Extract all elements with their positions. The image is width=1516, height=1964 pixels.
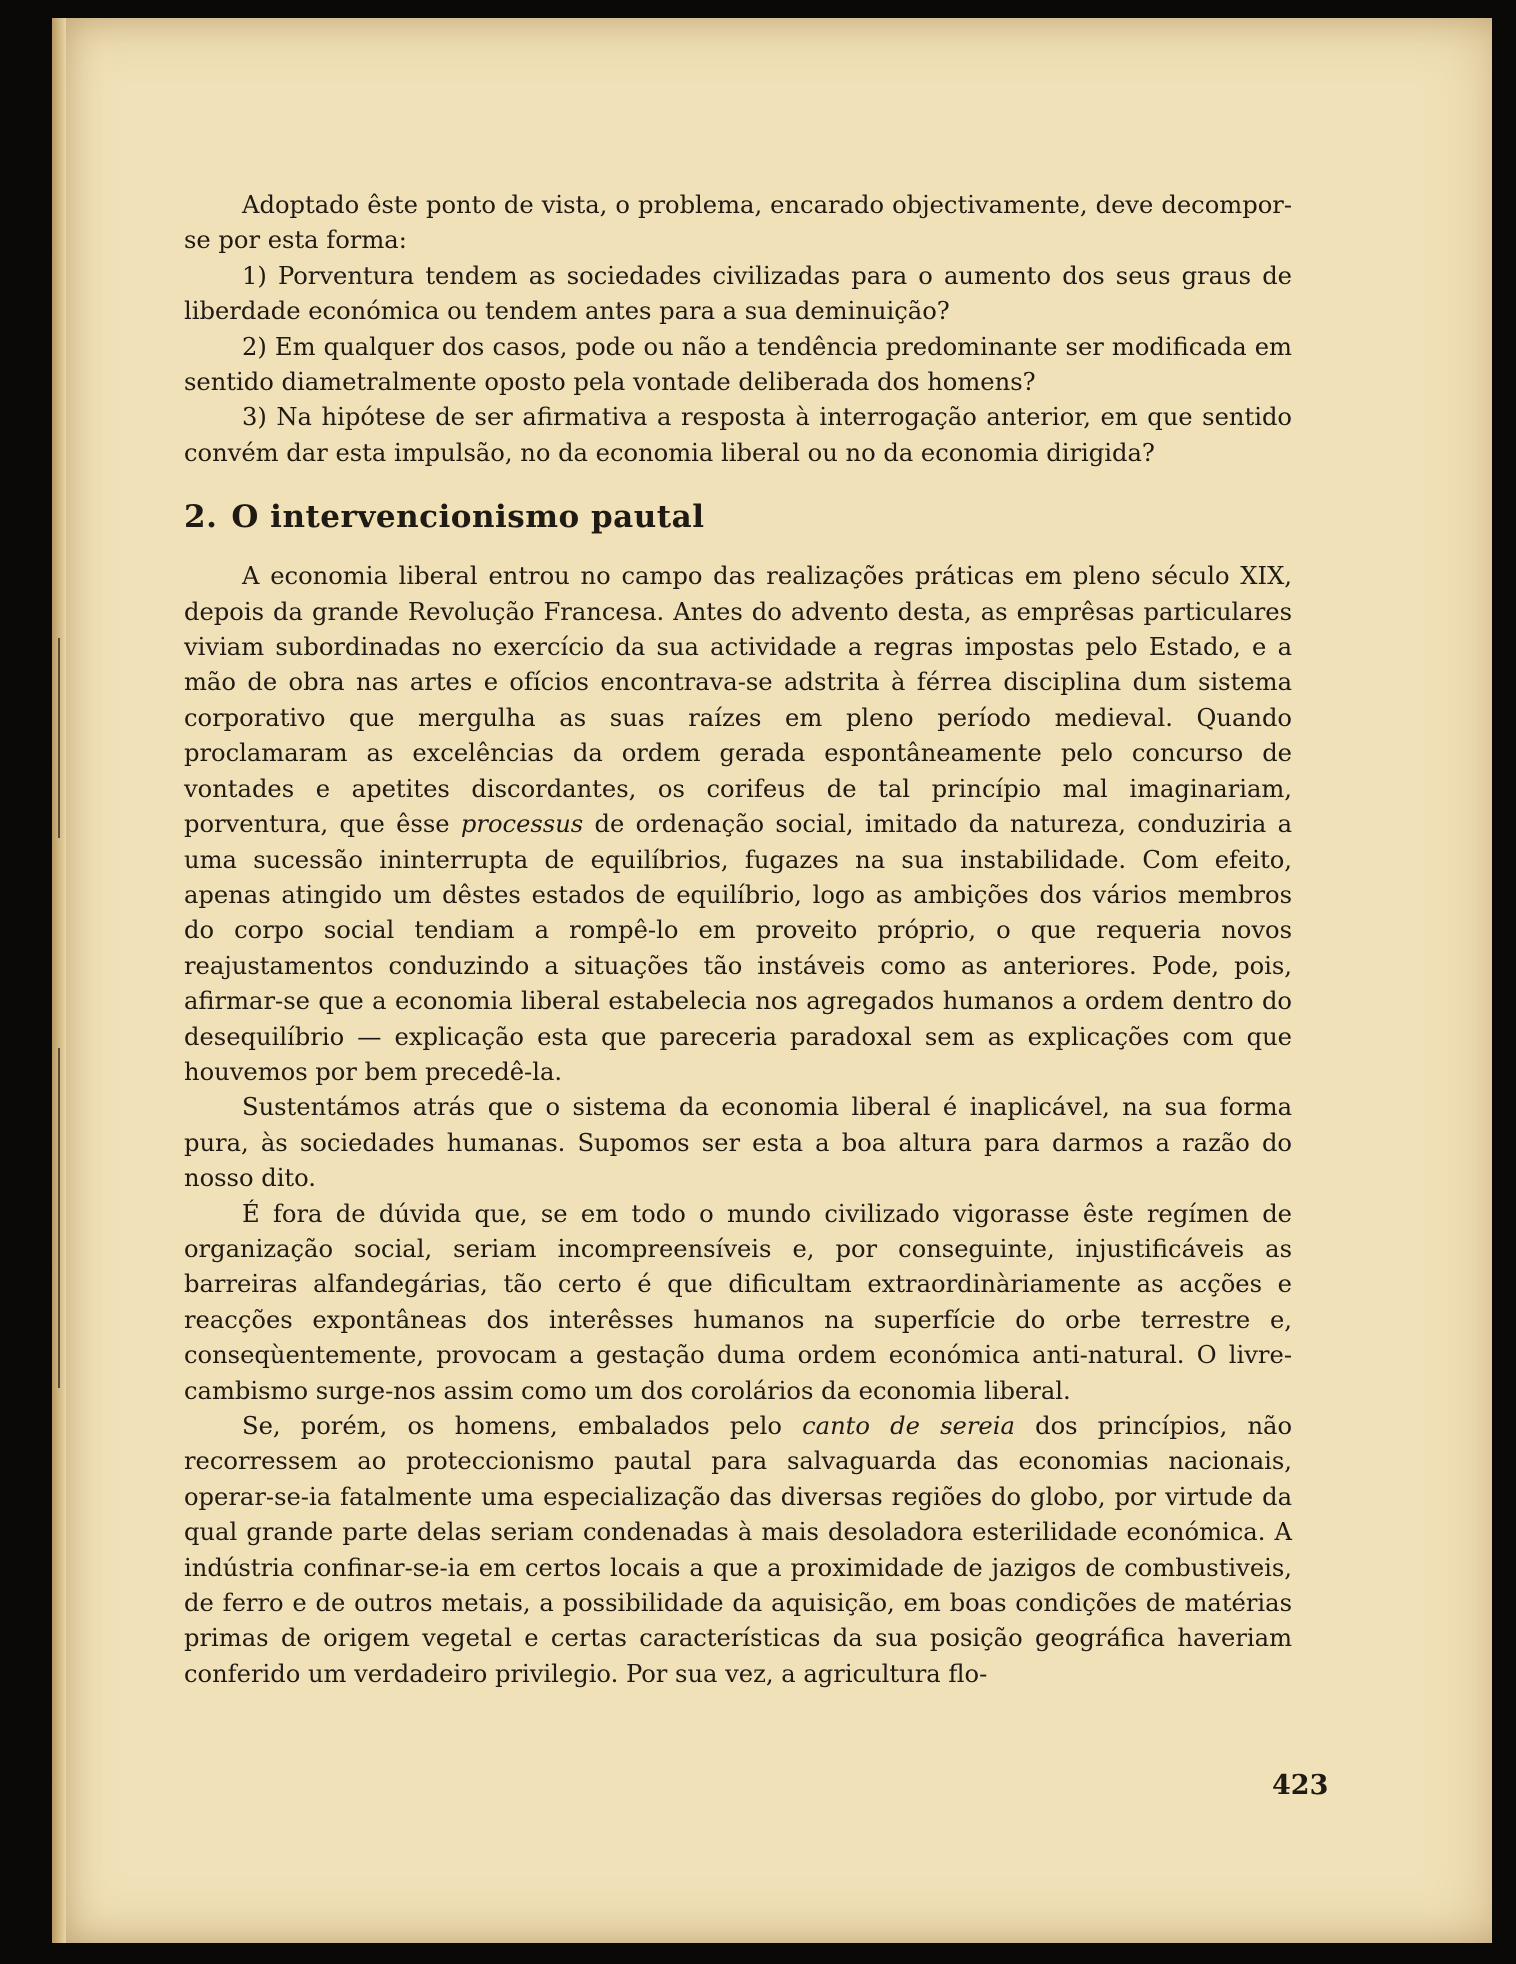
question-2: 2) Em qualquer dos casos, pode ou não a tendência predominante ser modificada em sentido diametralmente oposto pela vontade deliberada dos homens? <box>184 332 1292 397</box>
text-run: A economia liberal entrou no campo das realizações práticas em pleno século XIX, depois da grande Revolução Francesa. Antes do advento desta, as emprêsas particulares viviam subordinadas no exercício da sua actividade a regras impostas pelo Estado, e a mão de obra nas artes e ofícios encontrava-se adstrita à férrea disciplina dum sistema corporativo que mergulha as suas raízes em pleno período medieval. Quando proclamaram as excelências da ordem gerada espontâneamente pelo concurso de vontades e apetites discordantes, os corifeus de tal princípio mal imaginariam, porventura, que êsse <box>184 562 1292 839</box>
italic-term: processus <box>460 810 584 839</box>
body-paragraph-4 <box>184 1409 1292 1692</box>
body-paragraph-3: É fora de dúvida que, se em todo o mundo civilizado vigorasse êste regímen de organização social, seriam incompreensíveis e, por conseguinte, injustificáveis as barreiras alfandegárias, tão certo é que dificultam extraordinàriamente as acções e reacções expontâneas dos interêsses humanos na superfície do orbe terrestre e, conseqùentemente, provocam a gestação duma ordem económica anti-natural. O livre-cambismo surge-nos assim como um dos corolários da economia liberal. <box>184 1199 1292 1405</box>
question-1: 1) Porventura tendem as sociedades civilizadas para o aumento dos seus graus de liberdade económica ou tendem antes para a sua deminuição? <box>184 261 1292 326</box>
italic-term: canto de sereia <box>802 1412 1015 1440</box>
margin-mark <box>58 638 60 838</box>
section-heading <box>184 497 1292 537</box>
book-page <box>52 18 1492 1943</box>
question-3: 3) Na hipótese de ser afirmativa a resposta à interrogação anterior, em que sentido convém dar esta impulsão, no da economia liberal ou no da economia dirigida? <box>184 403 1292 467</box>
binding-edge <box>52 18 66 1943</box>
margin-mark <box>58 1048 60 1388</box>
page-number: 423 <box>1272 1770 1329 1801</box>
text-run: de ordenação social, imitado da natureza, conduziria a uma sucessão ininterrupta de equilíbrios, fugazes na sua instabilidade. Com efeito, apenas atingido um dêstes estados de equilíbrio, logo as ambições dos vários membros do corpo social tendiam a rompê-lo em proveito próprio, o que requeria novos reajustamentos conduzindo a situações tão instáveis como as anteriores. Pode, pois, afirmar-se que a economia liberal estabelecia nos agregados humanos a ordem dentro do desequilíbrio — explicação esta que pareceria paradoxal sem as explicações com que houvemos por bem precedê-la. <box>184 810 1292 1086</box>
section-number: 2. <box>184 499 218 536</box>
body-paragraph-2: Sustentámos atrás que o sistema da economia liberal é inaplicável, na sua forma pura, às sociedades humanas. Supomos ser esta a boa altura para darmos a razão do nosso dito. <box>184 1093 1292 1193</box>
body-paragraph-1 <box>184 559 1292 1090</box>
section-title: O intervencionismo pautal <box>231 499 705 536</box>
body-text <box>184 188 1292 1692</box>
text-run: Se, porém, os homens, embalados pelo <box>242 1412 803 1440</box>
intro-paragraph: Adoptado êste ponto de vista, o problema, encarado objectivamente, deve decompor-se por esta forma: <box>184 191 1292 255</box>
text-run: dos princípios, não recorressem ao proteccionismo pautal para salvaguarda das economias nacionais, operar-se-ia fatalmente uma especialização das diversas regiões do globo, por virtude da qual grande parte delas seriam condenadas à mais desoladora esterilidade económica. A indústria confinar-se-ia em certos locais a que a proximidade de jazigos de combustiveis, de ferro e de outros metais, a possibilidade da aquisição, em boas condições de matérias primas de origem vegetal e certas características da sua posição geográfica haveriam conferido um verdadeiro privilegio. Por sua vez, a agricultura flo- <box>184 1412 1293 1688</box>
